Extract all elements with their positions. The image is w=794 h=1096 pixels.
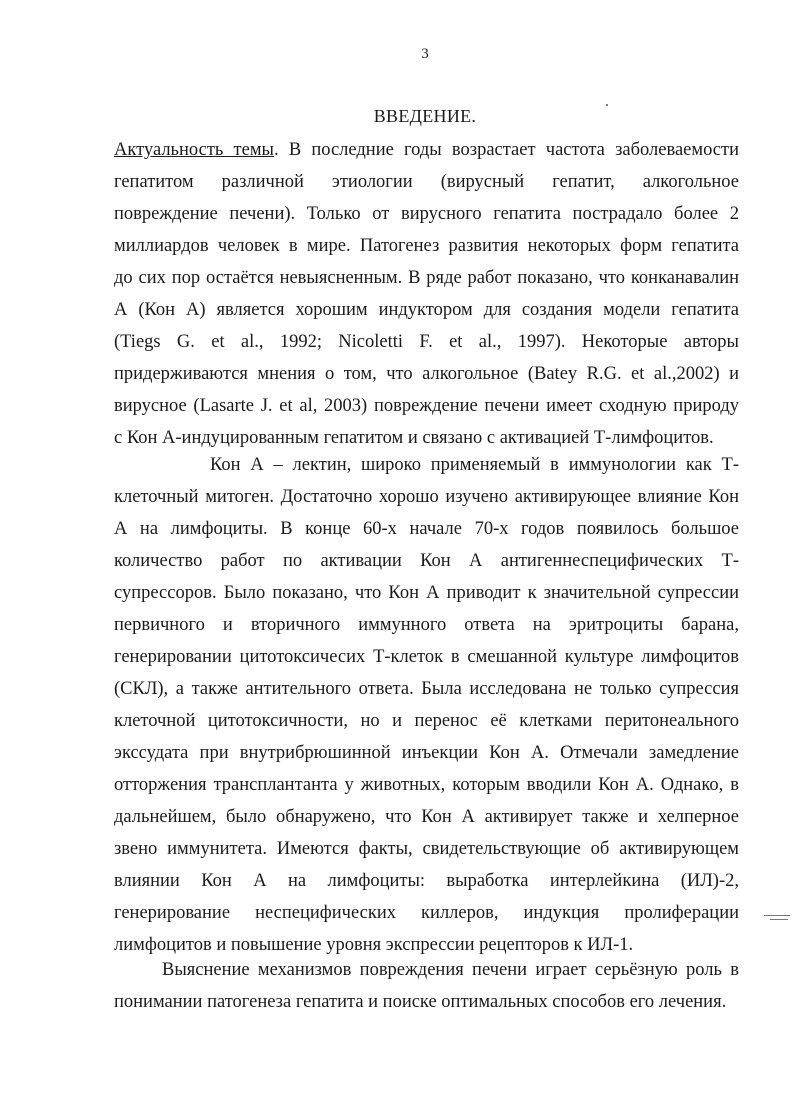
section-heading: ВВЕДЕНИЕ.: [373, 106, 477, 126]
paragraph-line: лимфоцитов и повышение уровня экспрессии рецепторов к ИЛ-1.: [114, 935, 634, 955]
paragraph-line: первичного и вторичного иммунного ответа на эритроциты барана,: [114, 615, 739, 635]
paragraph-line: Кон А – лектин, широко применяемый в иммунологии как Т-: [210, 455, 739, 475]
relevance-label: Актуальность темы: [114, 140, 274, 160]
paragraph-line: повреждение печени). Только от вирусного гепатита пострадало более 2: [114, 204, 739, 224]
paragraph-line: Выяснение механизмов повреждения печени играет серьёзную роль в: [162, 960, 739, 980]
paragraph-line: влиянии Кон А на лимфоциты: выработка интерлейкина (ИЛ)-2,: [114, 871, 739, 891]
paragraph-line: клеточной цитотоксичности, но и перенос её клетками перитонеального: [114, 711, 739, 731]
paragraph-line: до сих пор остаётся невыясненным. В ряде работ показано, что конканавалин: [114, 268, 739, 288]
paragraph-line: супрессоров. Было показано, что Кон А приводит к значительной супрессии: [114, 583, 739, 603]
paragraph-line-text: . В последние годы возрастает частота заболеваемости: [273, 140, 739, 160]
paragraph-line: количество работ по активации Кон А антигеннеспецифических Т-: [114, 551, 739, 571]
paragraph-line: придерживаются мнения о том, что алкогольное (Batey R.G. et al.,2002) и: [114, 364, 739, 384]
paragraph-line: отторжения трансплантанта у животных, которым вводили Кон А. Однако, в: [114, 775, 739, 795]
paragraph-line: клеточный митоген. Достаточно хорошо изучено активирующее влияние Кон: [114, 487, 739, 507]
paragraph-line: (Tiegs G. et al., 1992; Nicoletti F. et al., 1997). Некоторые авторы: [114, 332, 739, 352]
paragraph-line: [114, 134, 739, 166]
paragraph-line: вирусное (Lasarte J. et al, 2003) повреждение печени имеет сходную природу: [114, 396, 739, 416]
margin-mark: [764, 915, 790, 916]
paragraph-line: понимании патогенеза гепатита и поиске оптимальных способов его лечения.: [114, 992, 727, 1012]
paragraph-line: с Кон А-индуцированным гепатитом и связано с активацией Т-лимфоцитов.: [114, 428, 714, 448]
paragraph-line: генерирование неспецифических киллеров, индукция пролиферации: [114, 903, 739, 923]
paragraph-line: миллиардов человек в мире. Патогенез развития некоторых форм гепатита: [114, 236, 739, 256]
paragraph-line: А на лимфоциты. В конце 60-х начале 70-х годов появилось большое: [114, 519, 739, 539]
paragraph-line: звено иммунитета. Имеются факты, свидетельствующие об активирующем: [114, 839, 739, 859]
paragraph-conclusion: [114, 954, 739, 1018]
paragraph-line: генерировании цитотоксичесих Т-клеток в смешанной культуре лимфоцитов: [114, 647, 739, 667]
paragraph-line: экссудата при внутрибрюшинной инъекции Кон А. Отмечали замедление: [114, 743, 739, 763]
page-number: 3: [421, 46, 429, 62]
paragraph-line: гепатитом различной этиологии (вирусный гепатит, алкогольное: [114, 172, 739, 192]
paragraph-line: дальнейшем, было обнаружено, что Кон А активирует также и хелперное: [114, 807, 739, 827]
paragraph-line: (СКЛ), а также антительного ответа. Была исследована не только супрессия: [114, 679, 739, 699]
margin-mark-2: [770, 919, 788, 920]
paragraph-relevance: [114, 134, 739, 454]
scan-speck: [606, 104, 608, 106]
paragraph-con-a: [114, 449, 739, 961]
paragraph-line: А (Кон А) является хорошим индуктором для создания модели гепатита: [114, 300, 739, 320]
